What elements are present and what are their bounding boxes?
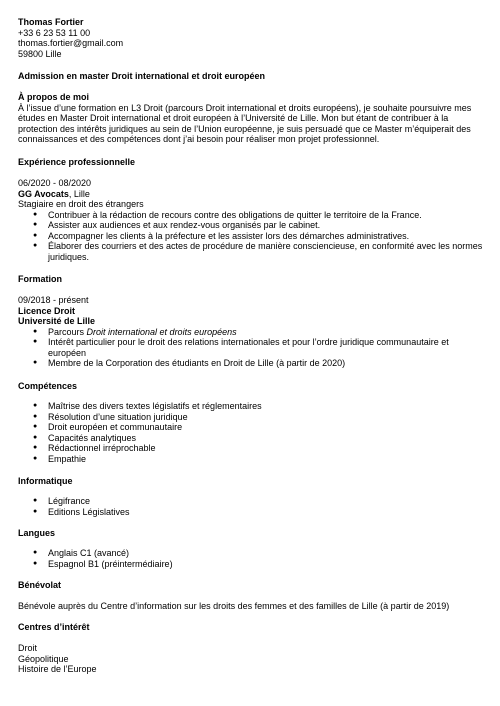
interests-list [18, 643, 484, 675]
list-item: ● Légifrance [18, 496, 484, 507]
languages-list-wrap [18, 548, 484, 569]
list-item: ● Résolution d’une situation juridique [18, 412, 484, 423]
email: thomas.fortier@gmail.com [18, 38, 124, 48]
it-heading: Informatique [18, 476, 73, 486]
education-entry [18, 295, 484, 369]
interest-item: Géopolitique [18, 653, 69, 664]
list-item: ● Élaborer des courriers et des actes de procédure de manière consciencieuse, en conformité avec les normes juridiques. [18, 241, 484, 262]
languages-section [18, 528, 484, 539]
education-heading: Formation [18, 274, 62, 284]
list-item: ● Espagnol B1 (préintermédiaire) [18, 559, 484, 570]
list-item: ● Contribuer à la rédaction de recours contre des obligations de quitter le territoire de la France. [18, 210, 484, 221]
list-item: ● Droit européen et communautaire [18, 422, 484, 433]
about-text: À l’issue d’une formation en L3 Droit (parcours Droit international et droits européens), je souhaite poursuivre mes études en Master Droit international et droit européen à l’Université de Lille. Mon but étant de contribuer à la protection des intérêts juridiques au sein de l’Union européenne, je suis persuadé que ce Master m’équiperait des connaissances et des compétences dont j’ai besoin pour réaliser mon projet professionnel. [18, 102, 472, 144]
about-section [18, 92, 484, 145]
interest-item: Droit [18, 643, 38, 653]
experience-role: Stagiaire en droit des étrangers [18, 199, 144, 209]
volunteer-section [18, 580, 484, 591]
list-item: ● Empathie [18, 454, 484, 465]
list-item: ● Assister aux audiences et aux rendez-vous organisés par le cabinet. [18, 220, 484, 231]
list-item: ● Accompagner les clients à la préfecture et les assister lors des démarches administratives. [18, 231, 484, 242]
degree: Licence Droit [18, 305, 76, 316]
list-item: ● Membre de la Corporation des étudiants en Droit de Lille (à partir de 2020) [18, 358, 484, 369]
experience-heading: Expérience professionnelle [18, 157, 136, 167]
education-dates: 09/2018 - présent [18, 295, 89, 305]
experience-section [18, 157, 484, 168]
track-prefix: Parcours [48, 326, 87, 337]
experience-employer [18, 189, 484, 200]
education-bullets [18, 327, 484, 369]
objective [18, 71, 484, 82]
interest-item: Histoire de l’Europe [18, 664, 97, 674]
it-section [18, 476, 484, 487]
school: Université de Lille [18, 316, 96, 326]
interests-heading: Centres d’intérêt [18, 622, 90, 632]
volunteer-text: Bénévole auprès du Centre d’information sur les droits des femmes et des familles de Lille (à partir de 2019) [18, 601, 450, 611]
list-item [18, 327, 484, 338]
list-item: ● Maîtrise des divers textes législatifs et réglementaires [18, 401, 484, 412]
experience-entry [18, 178, 484, 262]
languages-list [18, 548, 484, 569]
candidate-name: Thomas Fortier [18, 17, 84, 27]
phone: +33 6 23 53 11 00 [18, 27, 91, 38]
skills-list-wrap [18, 401, 484, 464]
list-item: ● Anglais C1 (avancé) [18, 548, 484, 559]
skills-heading: Compétences [18, 381, 78, 391]
volunteer-text-wrap [18, 601, 484, 612]
objective-title: Admission en master Droit international et droit européen [18, 71, 266, 81]
company-name: GG Avocats [18, 188, 69, 199]
list-item: ● Intérêt particulier pour le droit des relations internationales et pour l’ordre juridique communautaire et européen [18, 337, 484, 358]
list-item: ● Capacités analytiques [18, 433, 484, 444]
city: 59800 Lille [18, 48, 62, 59]
experience-bullets [18, 210, 484, 263]
experience-dates: 06/2020 - 08/2020 [18, 178, 92, 188]
company-location: , Lille [68, 188, 90, 199]
skills-section [18, 381, 484, 392]
education-section [18, 274, 484, 285]
list-item: ● Editions Législatives [18, 507, 484, 518]
about-heading: À propos de moi [18, 92, 90, 102]
it-list [18, 496, 484, 517]
volunteer-heading: Bénévolat [18, 580, 62, 590]
track-name: Droit international et droits européens [86, 326, 237, 337]
contact-block [18, 17, 484, 59]
it-list-wrap [18, 496, 484, 517]
interests-section [18, 622, 484, 633]
list-item: ● Rédactionnel irréprochable [18, 443, 484, 454]
languages-heading: Langues [18, 528, 56, 538]
skills-list [18, 401, 484, 464]
